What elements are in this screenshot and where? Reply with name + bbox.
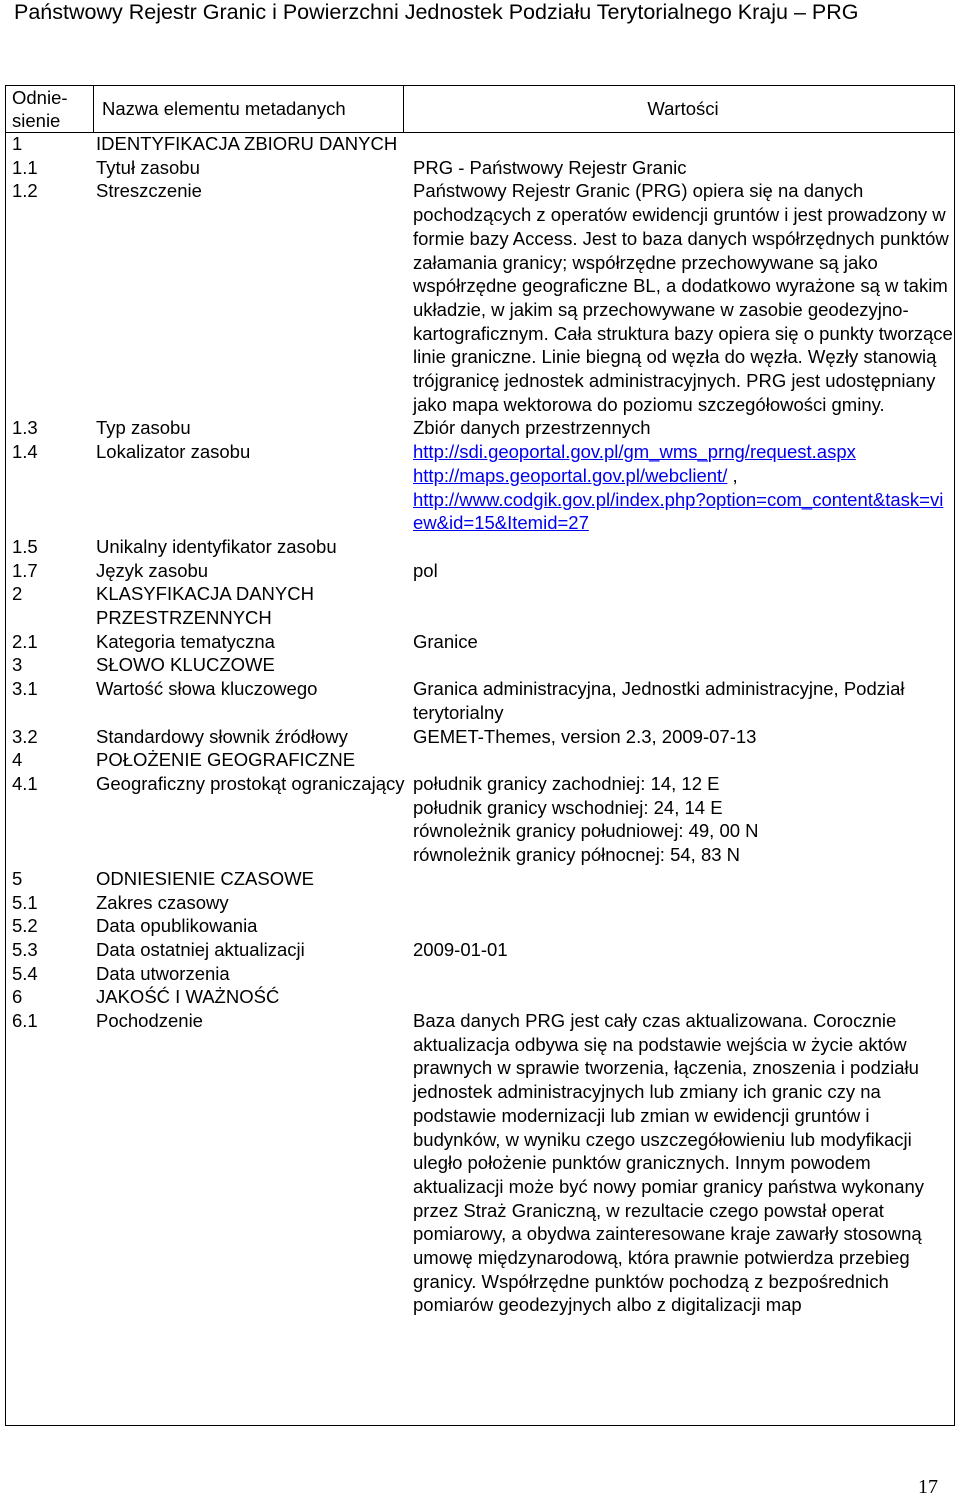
- row-value: [407, 748, 957, 772]
- row-value: [407, 653, 957, 677]
- resource-link[interactable]: http://sdi.geoportal.gov.pl/gm_wms_prng/request.aspx: [413, 441, 856, 463]
- row-reference: 4.1: [12, 772, 38, 794]
- row-element-name: Typ zasobu: [96, 417, 191, 439]
- row-value: GEMET-Themes, version 2.3, 2009-07-13: [413, 725, 757, 747]
- row-reference: 5.1: [12, 891, 38, 913]
- row-value: PRG - Państwowy Rejestr Granic: [413, 156, 687, 178]
- table-header-row: [5, 85, 957, 132]
- row-element-name: POŁOŻENIE GEOGRAFICZNE: [96, 749, 356, 771]
- table-row: [5, 725, 957, 749]
- table-row: [5, 891, 957, 915]
- row-element-name: Standardowy słownik źródłowy: [96, 725, 348, 747]
- row-element-name: Geograficzny prostokąt ograniczający: [96, 772, 405, 794]
- row-value: [407, 440, 957, 535]
- row-value: Granice: [413, 630, 478, 652]
- row-reference: 5.3: [12, 938, 38, 960]
- row-element-name: IDENTYFIKACJA ZBIORU DANYCH: [96, 133, 398, 154]
- row-reference: 3.2: [12, 725, 38, 747]
- resource-link[interactable]: http://maps.geoportal.gov.pl/webclient/: [413, 464, 728, 486]
- row-element-name: Język zasobu: [96, 559, 209, 581]
- row-value: Granica administracyjna, Jednostki administracyjne, Podział terytorialny: [413, 678, 905, 723]
- row-reference: 1.3: [12, 417, 38, 439]
- table-row: [5, 748, 957, 772]
- row-value: [407, 891, 957, 915]
- table-row: [5, 630, 957, 654]
- table-row: [5, 867, 957, 891]
- row-element-name: Unikalny identyfikator zasobu: [96, 535, 337, 557]
- row-element-name: Tytuł zasobu: [96, 156, 200, 178]
- table-row: [5, 772, 957, 867]
- row-value: pol: [413, 559, 438, 581]
- link-separator: ,: [727, 464, 738, 486]
- table-row: [5, 985, 957, 1009]
- row-reference: 1.2: [12, 180, 38, 202]
- table-row: [5, 416, 957, 440]
- row-value: [407, 772, 957, 867]
- row-value: Baza danych PRG jest cały czas aktualizowana. Corocznie aktualizacja odbywa się na podstawie wejścia w życie aktów prawnych w sprawie tworzenia, łączenia, znoszenia i podziału jednostek administracyjnych lub zmiany ich granic czy na podstawie modernizacji lub zmian w ewidencji gruntów i budynków, w wyniku czego uszczegółowieniu lub modyfikacji uległo położenie punktów granicznych. Innym powodem aktualizacji może być nowy pomiar granicy państwa wykonany przez Straż Graniczną, w rezultacie czego powstał operat pomiarowy, a obydwa zainteresowane kraje zawarły stosowną umowę międzynarodową, która prawnie potwierdza przebieg granicy. Współrzędne punktów pochodzą z bezpośrednich pomiarów geodezyjnych albo z digitalizacji map: [413, 1010, 925, 1316]
- row-element-name: Wartość słowa kluczowego: [96, 678, 318, 700]
- table-row: [5, 962, 957, 986]
- page-number: 17: [918, 1476, 938, 1498]
- row-value: [407, 867, 957, 891]
- row-value: Państwowy Rejestr Granic (PRG) opiera się na danych pochodzących z operatów ewidencji gruntów i jest prowadzony w formie bazy Access. Jest to baza danych współrzędnych punktów załamania granicy; współrzędne przechowywane są jako współrzędne geograficzne BL, a dodatkowo wyrażone są w takim układzie, w jakim są przechowywane w zasobie geodezyjno-kartograficznym. Cała struktura bazy opiera się o punkty tworzące linie graniczne. Linie biegną od węzła do węzła. Węzły stanowią trójgranicę jednostek administracyjnych. PRG jest udostępniany jako mapa wektorowa do poziomu szczegółowości gminy.: [413, 180, 953, 415]
- table-row: [5, 535, 957, 559]
- table-row: [5, 156, 957, 180]
- row-reference: 1.7: [12, 559, 38, 581]
- metadata-table: [5, 85, 957, 1317]
- table-row: [5, 582, 957, 629]
- row-value: Zbiór danych przestrzennych: [413, 417, 651, 439]
- row-value: [407, 582, 957, 629]
- row-reference: 1.5: [12, 535, 38, 557]
- row-element-name: JAKOŚĆ I WAŻNOŚĆ: [96, 986, 280, 1008]
- row-reference: 2.1: [12, 630, 38, 652]
- row-element-name: KLASYFIKACJA DANYCH PRZESTRZENNYCH: [96, 583, 314, 629]
- table-row: [5, 1009, 957, 1317]
- row-reference: 1: [12, 133, 23, 154]
- row-element-name: Data ostatniej aktualizacji: [96, 938, 305, 960]
- table-row: [5, 132, 957, 156]
- resource-link[interactable]: http://www.codgik.gov.pl/index.php?option=com_content&task=view&id=15&Itemid=27: [413, 488, 944, 534]
- row-value: [407, 535, 957, 559]
- row-reference: 1.4: [12, 441, 38, 463]
- row-element-name: Lokalizator zasobu: [96, 441, 251, 463]
- header-reference: Odnie- sienie: [12, 86, 68, 131]
- row-value: 2009-01-01: [413, 938, 508, 960]
- table-row: [5, 440, 957, 535]
- row-reference: 5: [12, 867, 23, 889]
- row-element-name: Kategoria tematyczna: [96, 630, 275, 652]
- row-value: [407, 962, 957, 986]
- row-reference: 6.1: [12, 1010, 38, 1032]
- header-element-name: Nazwa elementu metadanych: [102, 97, 346, 119]
- row-element-name: Streszczenie: [96, 180, 202, 202]
- row-reference: 6: [12, 986, 23, 1008]
- row-value: [407, 914, 957, 938]
- table-row: [5, 653, 957, 677]
- table-row: [5, 559, 957, 583]
- header-values: Wartości: [647, 97, 719, 119]
- row-reference: 3.1: [12, 678, 38, 700]
- row-value: [407, 985, 957, 1009]
- bounding-line: równoleżnik granicy północnej: 54, 83 N: [413, 844, 741, 866]
- table-row: [5, 938, 957, 962]
- row-reference: 4: [12, 749, 23, 771]
- table-row: [5, 677, 957, 724]
- row-reference: 5.2: [12, 915, 38, 937]
- table-row: [5, 179, 957, 416]
- row-element-name: ODNIESIENIE CZASOWE: [96, 867, 314, 889]
- row-element-name: Pochodzenie: [96, 1010, 203, 1032]
- row-reference: 1.1: [12, 156, 38, 178]
- row-element-name: Data opublikowania: [96, 915, 258, 937]
- row-reference: 2: [12, 583, 23, 605]
- document-title: Państwowy Rejestr Granic i Powierzchni Jednostek Podziału Terytorialnego Kraju – PRG: [14, 0, 859, 24]
- row-element-name: Data utworzenia: [96, 962, 230, 984]
- row-element-name: Zakres czasowy: [96, 891, 229, 913]
- bounding-line: południk granicy wschodniej: 24, 14 E: [413, 796, 723, 818]
- row-reference: 3: [12, 654, 23, 676]
- row-reference: 5.4: [12, 962, 38, 984]
- bounding-line: południk granicy zachodniej: 14, 12 E: [413, 772, 720, 794]
- row-value: [407, 132, 957, 156]
- row-element-name: SŁOWO KLUCZOWE: [96, 654, 275, 676]
- bounding-line: równoleżnik granicy południowej: 49, 00 N: [413, 820, 759, 842]
- table-row: [5, 914, 957, 938]
